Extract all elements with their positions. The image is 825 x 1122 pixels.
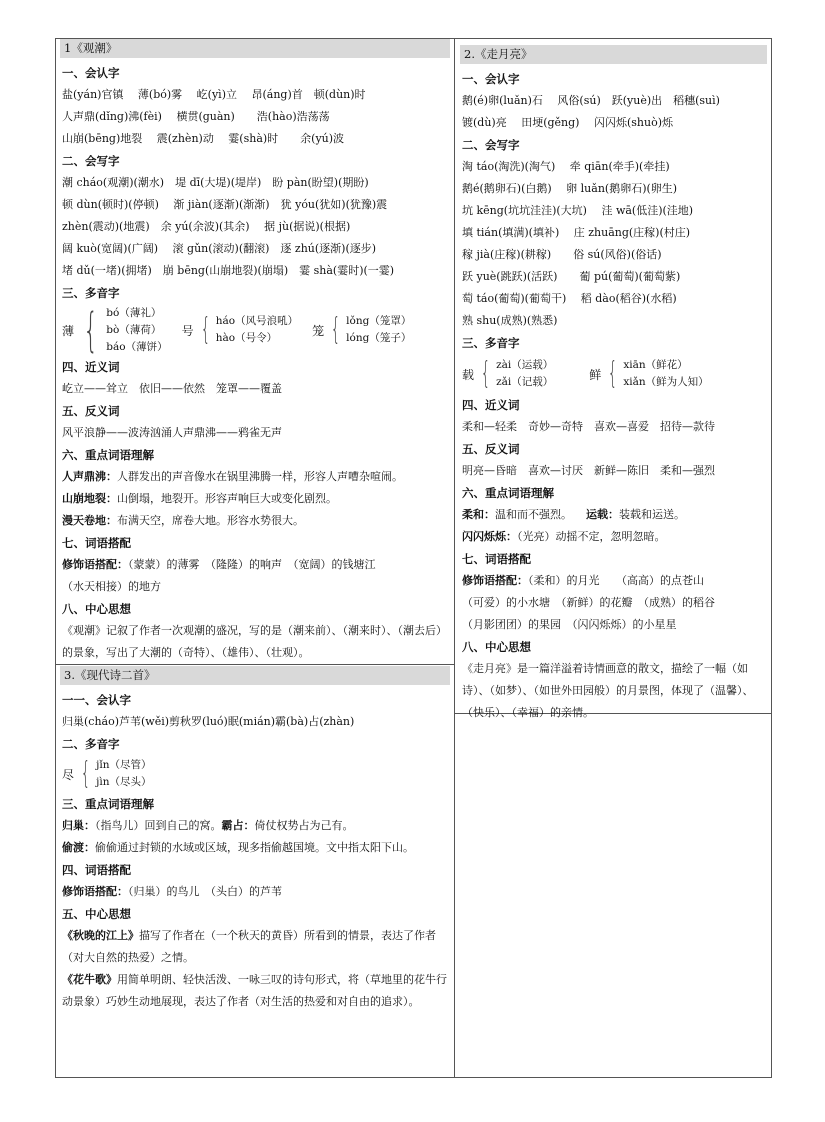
column-divider xyxy=(454,38,455,1078)
write-line: 坑 kēng(坑坑洼洼)(大坑) 洼 wā(低洼)(洼地) xyxy=(462,204,694,217)
polyphone-char: 号 xyxy=(181,323,194,338)
heading-antonyms: 五、反义词 xyxy=(462,442,520,456)
heading-synonyms: 四、近义词 xyxy=(62,360,120,374)
polyphone-group xyxy=(312,313,411,347)
key-term: 运载： xyxy=(586,508,619,521)
heading-polyphone: 三、多音字 xyxy=(62,286,120,300)
poem-idea: 用简单明朗、轻快活泼、一咏三叹的诗句形式，将（草地里的花牛行动景象）巧妙生动地展现，表达了作者（对生活的热爱和对自由的追求）。 xyxy=(62,973,447,1008)
section-title: 1《观潮》 xyxy=(60,39,450,58)
heading-antonyms: 五、反义词 xyxy=(62,404,120,418)
section-title: 3.《现代诗二首》 xyxy=(60,666,450,685)
heading-polyphone: 三、多音字 xyxy=(462,336,520,350)
section-zouyueliang xyxy=(456,39,771,724)
brace-icon: { xyxy=(330,312,341,347)
write-line: 淘 táo(淘洗)(淘气) 牵 qiān(牵手)(牵挂) xyxy=(462,160,670,173)
write-line: 熟 shu(成熟)(熟悉) xyxy=(462,314,558,327)
polyphone-option: háo（风号浪吼） xyxy=(215,315,299,327)
polyphone-char: 薄 xyxy=(62,323,75,338)
key-word-line xyxy=(62,815,448,837)
collocation-line xyxy=(62,554,448,576)
collocation-line xyxy=(462,570,765,592)
write-line: 萄 táo(葡萄)(葡萄干) 稻 dào(稻谷)(水稻) xyxy=(462,292,677,305)
polyphone-group xyxy=(182,313,298,347)
heading-main-idea: 五、中心思想 xyxy=(62,907,131,921)
heading-collocation: 七、词语搭配 xyxy=(462,552,531,566)
key-word-line xyxy=(62,466,448,488)
main-idea-text: 《走月亮》是一篇洋溢着诗情画意的散文，描绘了一幅（如诗）、（如梦）、（如世外田园般）的月景图，体现了（温馨）、（快乐）、（幸福）的亲情。 xyxy=(462,662,754,719)
polyphone-option: hào（号令） xyxy=(215,332,278,344)
synonyms-line: 柔和—轻柔 奇妙—奇特 喜欢—喜爱 招待—款待 xyxy=(462,420,715,433)
recognize-line: 镀(dù)亮 田埂(gěng) 闪闪烁(shuò)烁 xyxy=(462,116,673,129)
collocation-term: 修饰语搭配： xyxy=(62,885,128,898)
collocation-line: （可爱）的小水塘 （新鲜）的花瓣 （成熟）的稻谷 xyxy=(462,596,715,609)
heading-write: 二、会写字 xyxy=(462,138,520,152)
main-idea-text: 《观潮》记叙了作者一次观潮的盛况，写的是（潮来前）、（潮来时）、（潮去后）的景象，写出了大潮的（奇特）、（雄伟）、（壮观）。 xyxy=(62,624,447,659)
brace-icon: { xyxy=(200,312,210,347)
heading-synonyms: 四、近义词 xyxy=(462,398,520,412)
collocation-text: （归巢）的鸟儿 （头白）的芦苇 xyxy=(128,885,282,898)
collocation-line: （水天相接）的地方 xyxy=(62,580,161,593)
recognize-line: 归巢(cháo)芦苇(wěi)剪秋罗(luó)眠(mián)霸(bà)占(zhàn) xyxy=(62,715,355,728)
polyphone-option: zǎi（记载） xyxy=(496,376,554,388)
polyphone-option: jǐn（尽管） xyxy=(96,759,152,771)
heading-key-words: 六、重点词语理解 xyxy=(462,486,554,500)
key-text: （光亮）动摇不定，忽明忽暗。 xyxy=(517,530,666,543)
polyphone-option: bò（薄荷） xyxy=(106,323,162,336)
section-divider-left xyxy=(55,664,455,665)
poem-title: 《秋晚的江上》 xyxy=(62,929,139,942)
key-term: 漫天卷地： xyxy=(62,514,117,527)
polyphone-block xyxy=(62,755,448,793)
polyphone-group xyxy=(462,357,553,391)
polyphone-option: báo（薄饼） xyxy=(106,340,168,353)
key-word-line xyxy=(62,510,448,532)
brace-icon: { xyxy=(608,356,618,391)
key-text: 温和而不强烈。 xyxy=(495,508,572,521)
write-line: 阔 kuò(宽阔)(广阔) 滚 gǔn(滚动)(翻滚) 逐 zhú(逐渐)(逐步) xyxy=(62,242,377,255)
antonyms-line: 明亮—昏暗 喜欢—讨厌 新鲜—陈旧 柔和—强烈 xyxy=(462,464,715,477)
poem-title: 《花牛歌》 xyxy=(62,973,117,986)
key-text: （指鸟儿）回到自己的窝。 xyxy=(95,819,222,832)
section-title: 2.《走月亮》 xyxy=(460,45,767,64)
write-line: zhèn(震动)(地震) 余 yú(余波)(其余) 据 jù(据说)(根据) xyxy=(62,220,351,233)
collocation-term: 修饰语搭配： xyxy=(62,558,128,571)
key-word-line xyxy=(462,526,765,548)
recognize-line: 鹅(é)卵(luǎn)石 风俗(sú) 跃(yuè)出 稻穗(suì) xyxy=(462,94,720,107)
polyphone-option: jìn（尽头） xyxy=(96,776,152,788)
heading-collocation: 七、词语搭配 xyxy=(62,536,131,550)
key-term: 霸占： xyxy=(221,819,255,832)
main-idea-text xyxy=(62,969,448,1013)
collocation-text: （蒙蒙）的薄雾 （隆隆）的响声 （宽阔）的钱塘江 xyxy=(128,558,376,571)
heading-recognize: 一、会认字 xyxy=(462,72,520,86)
recognize-line: 人声鼎(dǐng)沸(fèi) 横贯(guàn) 浩(hào)浩荡荡 xyxy=(62,110,330,123)
key-text: 山倒塌，地裂开。形容声响巨大或变化剧烈。 xyxy=(117,492,337,505)
brace-icon: { xyxy=(480,356,491,391)
heading-collocation: 四、词语搭配 xyxy=(62,863,131,877)
key-term: 人声鼎沸： xyxy=(62,470,117,483)
write-line: 潮 cháo(观潮)(潮水) 堤 dī(大堤)(堤岸) 盼 pàn(盼望)(期盼) xyxy=(62,176,369,189)
polyphone-option: lóng（笼子） xyxy=(346,332,412,344)
write-line: 堵 dǔ(一堵)(拥堵) 崩 bēng(山崩地裂)(崩塌) 霎 shà(霎时)(一霎) xyxy=(62,264,395,277)
heading-polyphone: 二、多音字 xyxy=(62,737,120,751)
key-term: 山崩地裂： xyxy=(62,492,117,505)
polyphone-option: zài（运载） xyxy=(496,359,554,371)
heading-recognize: 一一、会认字 xyxy=(62,693,131,707)
collocation-text: （柔和）的月光 （高高）的点苍山 xyxy=(528,574,704,587)
key-term: 归巢： xyxy=(62,819,95,832)
recognize-line: 山崩(bēng)地裂 震(zhèn)动 霎(shà)时 余(yú)波 xyxy=(62,132,345,145)
heading-key-words: 三、重点词语理解 xyxy=(62,797,154,811)
polyphone-option: bó（薄礼） xyxy=(106,306,162,319)
collocation-line xyxy=(62,881,448,903)
key-text: 装载和运送。 xyxy=(619,508,685,521)
key-word-line xyxy=(462,504,765,526)
polyphone-group xyxy=(62,757,152,791)
write-line: 稼 jià(庄稼)(耕稼) 俗 sú(风俗)(俗话) xyxy=(462,248,662,261)
key-word-line xyxy=(62,488,448,510)
polyphone-char: 尽 xyxy=(62,767,75,782)
key-text: 人群发出的声音像水在锅里沸腾一样，形容人声嘈杂喧闹。 xyxy=(117,470,403,483)
collocation-line: （月影团团）的果园 （闪闪烁烁）的小星星 xyxy=(462,618,677,631)
key-term: 柔和： xyxy=(462,508,495,521)
polyphone-char: 载 xyxy=(462,367,475,382)
key-term: 偷渡： xyxy=(62,841,95,854)
key-text: 倚仗权势占为己有。 xyxy=(254,819,354,832)
key-text: 偷偷通过封锁的水域或区域，现多指偷越国境。文中指太阳下山。 xyxy=(95,841,414,854)
write-line: 填 tián(填满)(填补) 庄 zhuāng(庄稼)(村庄) xyxy=(462,226,691,239)
polyphone-option: xiǎn（鲜为人知） xyxy=(623,376,709,388)
poem-idea: 描写了作者在（一个秋天的黄昏）所看到的情景，表达了作者（对大自然的热爱）之情。 xyxy=(62,929,436,964)
write-line: 鹅é(鹅卵石)(白鹅) 卵 luǎn(鹅卵石)(卵生) xyxy=(462,182,678,195)
write-line: 顿 dùn(顿时)(停顿) 渐 jiàn(逐渐)(渐渐) 犹 yóu(犹如)(犹豫)震 xyxy=(62,198,388,211)
heading-main-idea: 八、中心思想 xyxy=(62,602,131,616)
heading-write: 二、会写字 xyxy=(62,154,120,168)
heading-main-idea: 八、中心思想 xyxy=(462,640,531,654)
antonyms-line: 风平浪静——波涛汹涌人声鼎沸——鸦雀无声 xyxy=(62,426,282,439)
polyphone-char: 鲜 xyxy=(589,367,602,382)
polyphone-option: xiān（鲜花） xyxy=(623,359,688,371)
heading-key-words: 六、重点词语理解 xyxy=(62,448,154,462)
brace-icon: { xyxy=(83,303,98,357)
brace-icon: { xyxy=(80,756,91,791)
write-line: 跃 yuè(跳跃)(活跃) 葡 pú(葡萄)(葡萄紫) xyxy=(462,270,681,283)
section-modern-poems xyxy=(56,666,454,1013)
polyphone-block xyxy=(462,354,765,394)
key-term: 闪闪烁烁： xyxy=(462,530,517,543)
key-text: 布满天空，席卷大地。形容水势很大。 xyxy=(117,514,304,527)
recognize-line: 盐(yán)官镇 薄(bó)雾 屹(yì)立 昂(áng)首 顿(dùn)时 xyxy=(62,88,366,101)
synonyms-line: 屹立——耸立 依旧——依然 笼罩——覆盖 xyxy=(62,382,282,395)
main-idea-text xyxy=(62,925,448,969)
collocation-term: 修饰语搭配： xyxy=(462,574,528,587)
polyphone-group xyxy=(62,305,168,356)
polyphone-option: lǒng（笼罩） xyxy=(346,315,412,327)
section-guanchao xyxy=(56,39,454,664)
polyphone-block xyxy=(62,304,448,356)
key-word-line xyxy=(62,837,448,859)
polyphone-char: 笼 xyxy=(312,323,325,338)
polyphone-group xyxy=(589,357,708,391)
heading-recognize: 一、会认字 xyxy=(62,66,120,80)
